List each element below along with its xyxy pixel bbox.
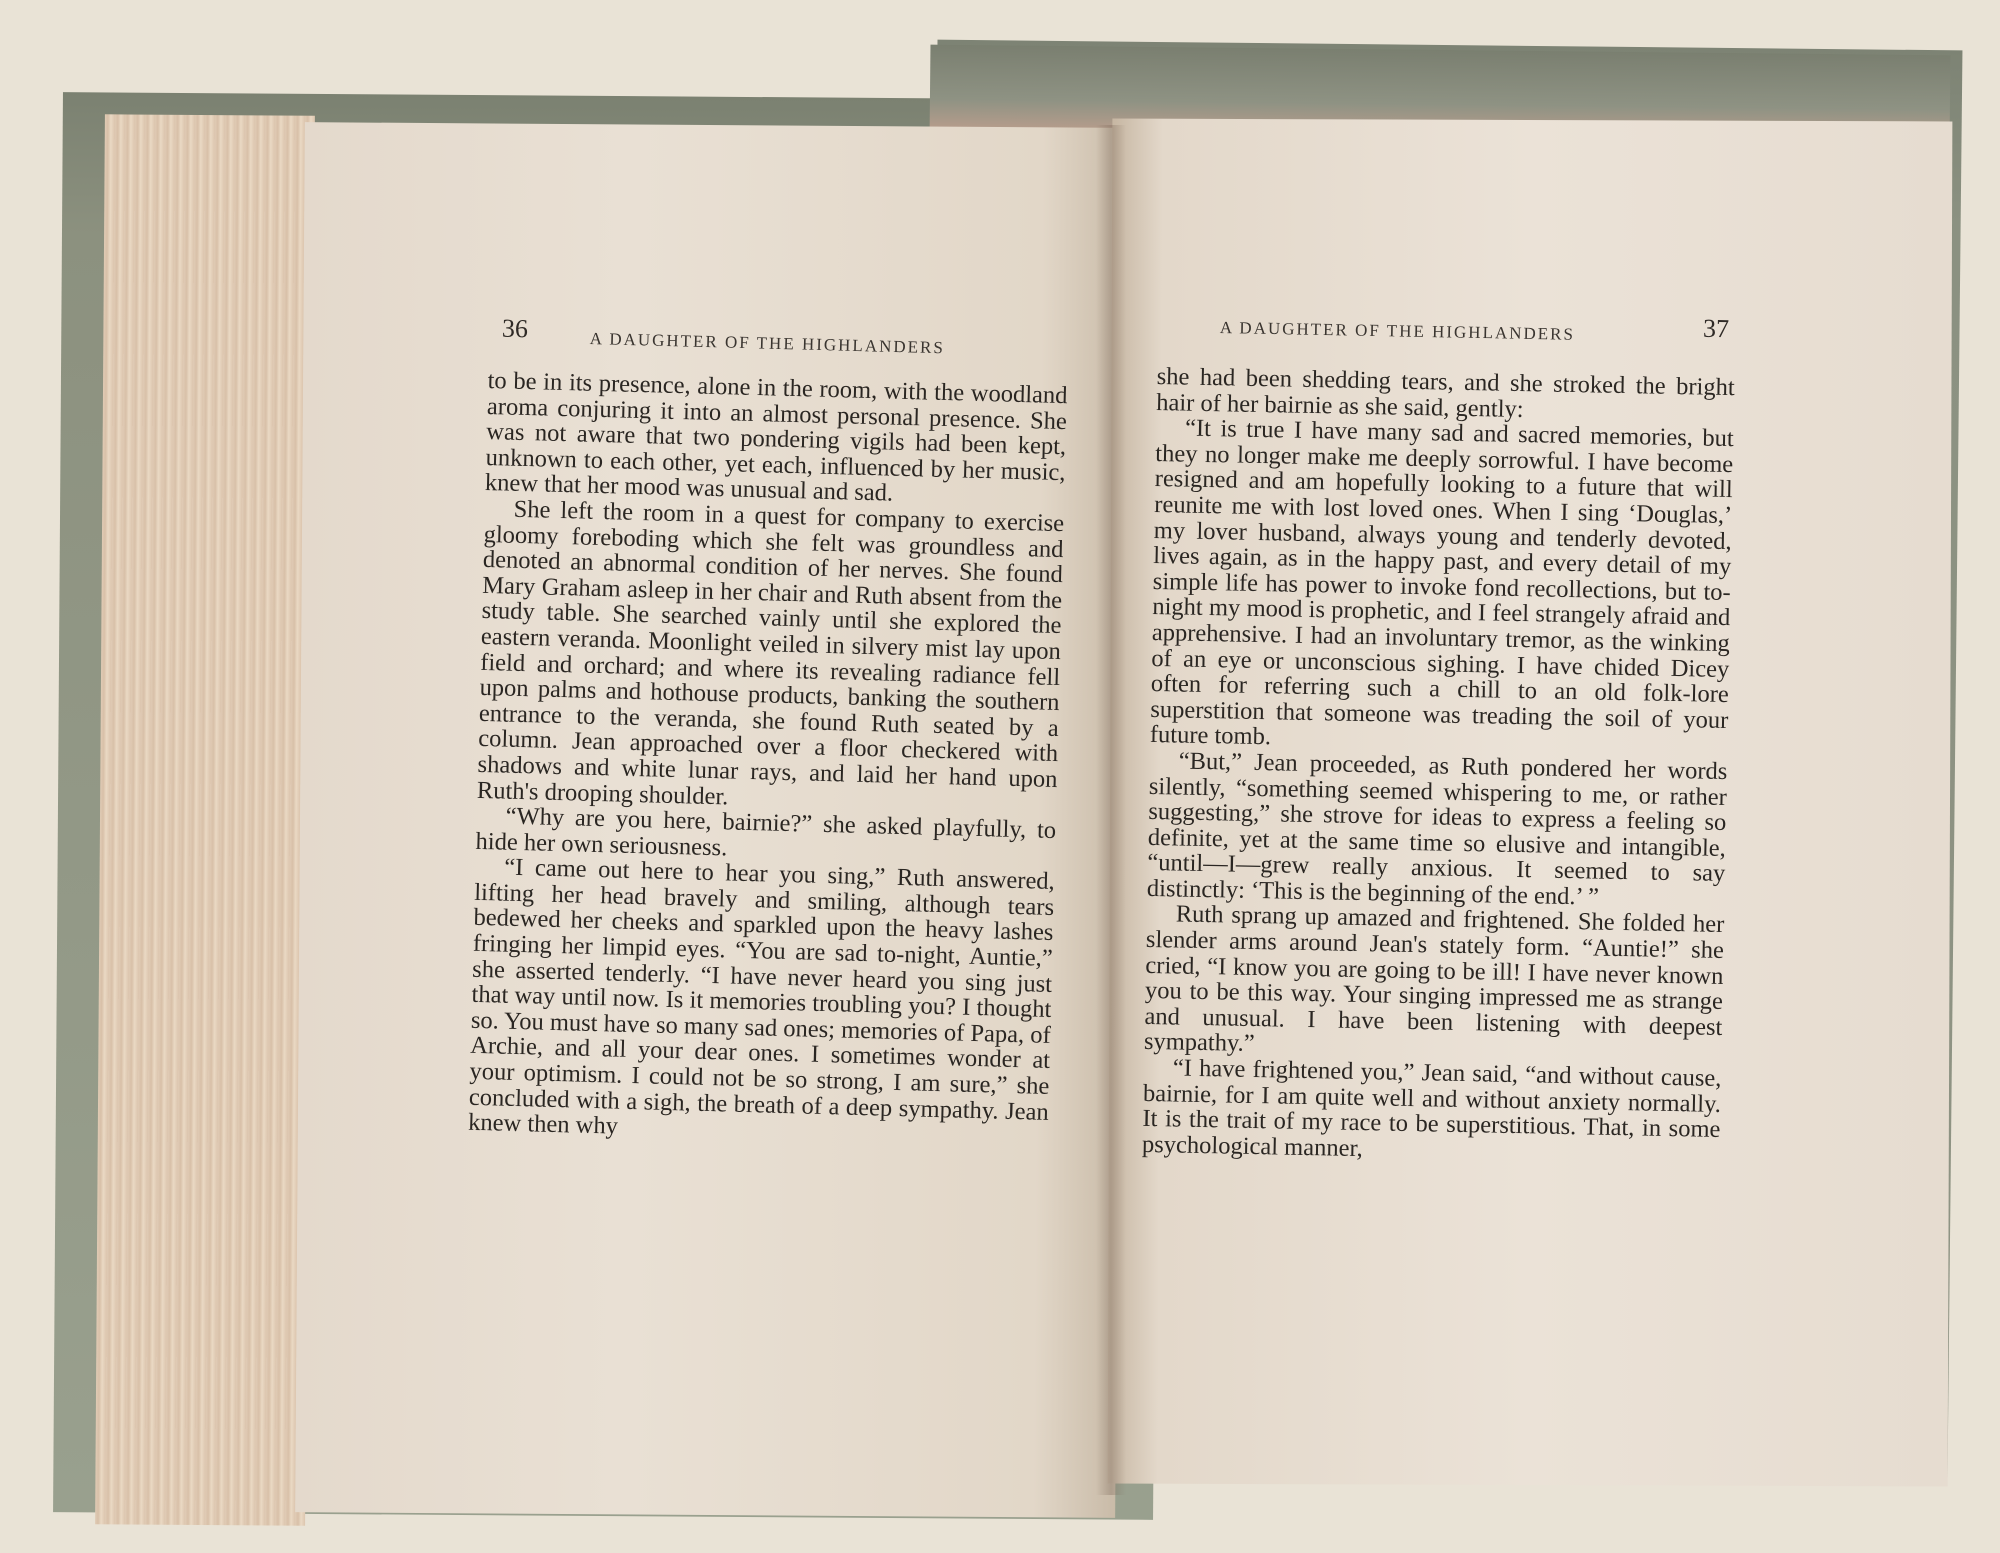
left-page-number: 36 — [501, 313, 529, 344]
paragraph: to be in its presence, alone in the room, with the woodland aroma conjuring it into an almost personal presence. She was not aware that two pondering vigils had been kept, unknown to each other, yet each, influenced by her music, knew that her mood was unusual and sad. — [484, 367, 1068, 508]
paragraph: She left the room in a quest for company to exercise gloomy foreboding which she felt was groundless and denoted an abnormal condition of her nerves. She found Mary Graham asleep in her chair and Ruth absent from the study table. She searched vainly until she explored the eastern veranda. Moonlight veiled in silvery mist lay upon field and orchard; and where its revealing radiance fell upon palms and hothouse products, banking the southern entrance to the veranda, she found Ruth seated by a column. Jean approached over a floor checkered with shadows and white lunar rays, and laid her hand upon Ruth's drooping shoulder. — [476, 495, 1065, 810]
right-page-text — [1142, 364, 1735, 1168]
paragraph: Ruth sprang up amazed and frightened. She folded her slender arms around Jean's stately form. “Auntie!” she cried, “I know you are going to be ill! I have never known you to be this way. Your singing impressed me as strange and unusual. I have been listening with deepest sympathy.” — [1143, 900, 1725, 1058]
paragraph: “Why are you here, bairnie?” she asked playfully, to hide her own seriousness. — [475, 802, 1057, 862]
right-running-head: A DAUGHTER OF THE HIGHLANDERS — [1219, 318, 1576, 344]
paragraph: she had been shedding tears, and she stroked the bright hair of her bairnie as she said, gently: — [1156, 363, 1735, 423]
left-running-head: A DAUGHTER OF THE HIGHLANDERS — [589, 329, 946, 358]
right-page-number: 37 — [1702, 313, 1730, 344]
left-page-text — [468, 368, 1068, 1151]
paragraph: “But,” Jean proceeded, as Ruth pondered her words silently, “something seemed whispering to me, or rather suggesting,” she strove for ideas to express a feeling so definite, yet at the same time so elusive and intangible, “until—I—grew really anxious. It seemed to say distinctly: ‘This is the beginning of the end.’ ” — [1146, 747, 1728, 911]
paragraph: “It is true I have many sad and sacred memories, but they no longer make me deeply sorrowful. I have become resigned and am hopefully looking to a future that will reunite me with lost loved ones. When I sing ‘Douglas,’ my lover husband, always young and tenderly devoted, lives again, as in the happy past, and every detail of my simple life has power to invoke fond recollections, but to-night my mood is prophetic, and I feel strangely afraid and apprehensive. I had an involuntary tremor, as the winking of an eye or unconscious sighing. I have chided Dicey often for referring such a chill to an old folk-lore superstition that someone was treading the soil of your future tomb. — [1149, 414, 1734, 751]
paragraph: “I have frightened you,” Jean said, “and without cause, bairnie, for I am quite well and without anxiety normally. It is the trait of my race to be superstitious. That, in some psychological manner, — [1141, 1054, 1722, 1162]
page-edges-left — [95, 114, 315, 1525]
book-gutter — [1096, 125, 1126, 1495]
paragraph: “I came out here to hear you sing,” Ruth answered, lifting her head bravely and smiling, although tears bedewed her cheeks and sparkled upon the heavy lashes fringing her limpid eyes. “You are sad to-night, Auntie,” she asserted tenderly. “I have never heard you sing just that way until now. Is it memories troubling you? I thought so. You must have so many sad ones; memories of Papa, of Archie, and all your dear ones. I sometimes wonder at your optimism. I could not be so strong, I am sure,” she concluded with a sigh, the breath of a deep sympathy. Jean knew then why — [467, 853, 1056, 1140]
